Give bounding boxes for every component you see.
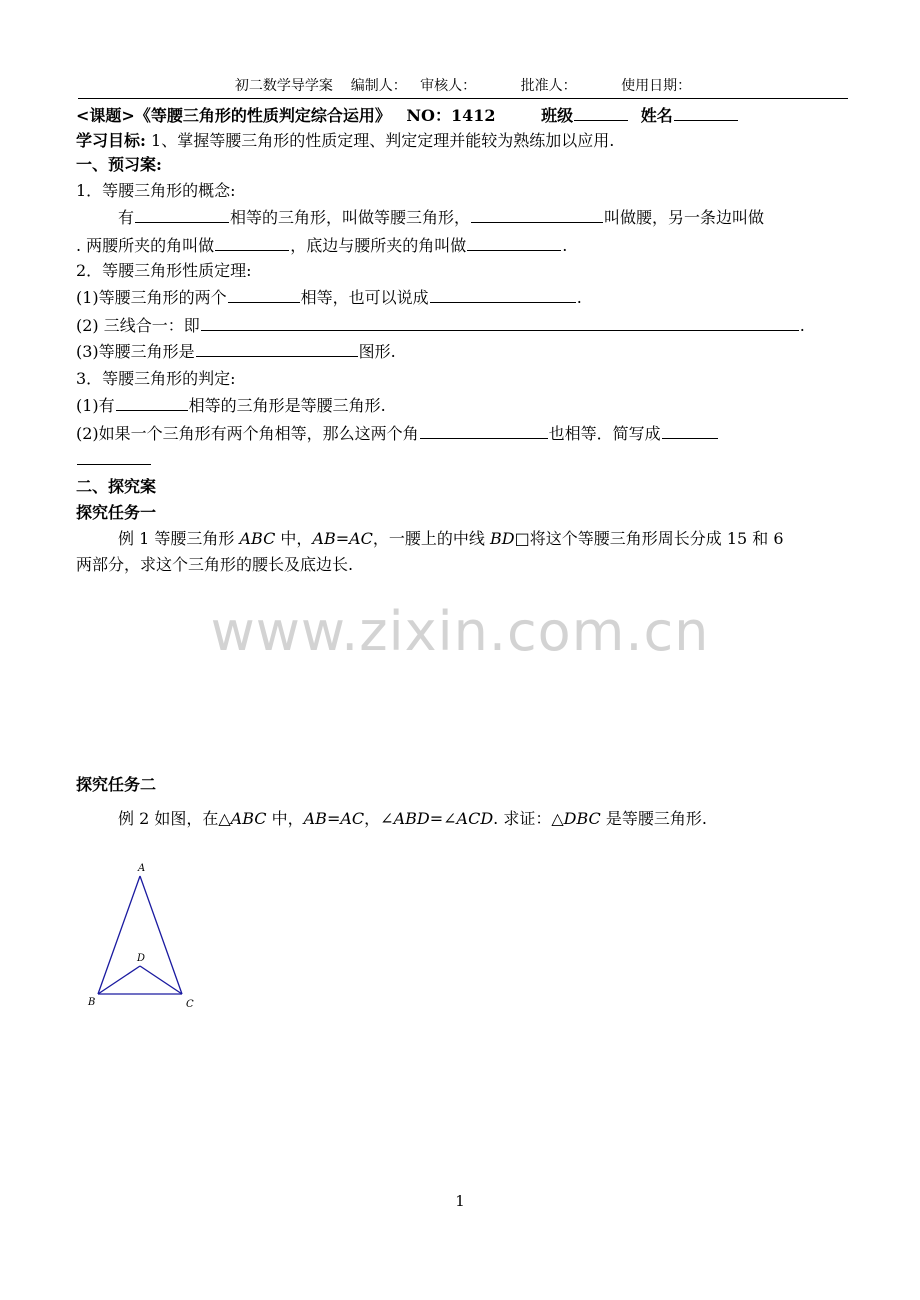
- edge-bd: [98, 966, 140, 994]
- q2-item1: [76, 286, 582, 309]
- q3-item2-continuation: [76, 448, 152, 471]
- label-b: B: [88, 997, 96, 1008]
- q3-1-text-a: (1)有: [76, 396, 115, 415]
- task2-heading: 探究任务二: [76, 775, 157, 794]
- q3-2-blank-2[interactable]: [662, 422, 718, 439]
- q3-1-blank[interactable]: [116, 394, 188, 411]
- q1-blank-3[interactable]: [215, 234, 289, 251]
- q1-text-b: 相等的三角形，叫做等腰三角形，: [230, 208, 471, 227]
- ex2-text-d: =∠: [429, 809, 457, 828]
- edge-ac: [140, 876, 182, 994]
- label-a: A: [138, 863, 146, 874]
- q2-2-blank[interactable]: [201, 314, 799, 331]
- q2-1-text-a: (1)等腰三角形的两个: [76, 288, 227, 307]
- page-header: 初二数学导学案 编制人： 审核人： 批准人： 使用日期：: [78, 76, 848, 99]
- q3-2-text-a: (2)如果一个三角形有两个角相等，那么这两个角: [76, 424, 419, 443]
- ex2-text-f: 是等腰三角形.: [600, 809, 707, 828]
- q2-1-blank-2[interactable]: [430, 286, 576, 303]
- page-number: 1: [455, 1192, 465, 1210]
- student-name-label: 姓名: [640, 106, 673, 125]
- q2-title: 2．等腰三角形性质定理:: [76, 261, 252, 280]
- task1-heading: 探究任务一: [76, 503, 157, 522]
- q1-line2: [76, 234, 567, 257]
- ex1-ab-eq-ac: AB=AC: [312, 529, 373, 548]
- edge-cd: [140, 966, 182, 994]
- q2-1-text-c: .: [576, 288, 582, 307]
- q3-item2: [76, 422, 719, 445]
- ex2-text-b: 中，: [266, 809, 304, 828]
- q3-2-blank-1[interactable]: [420, 422, 548, 439]
- lesson-title-line: [76, 104, 739, 127]
- ex1-abc: ABC: [239, 529, 276, 548]
- q2-3-blank[interactable]: [196, 340, 358, 357]
- q2-item3: [76, 340, 396, 363]
- q3-1-text-b: 相等的三角形是等腰三角形.: [188, 396, 386, 415]
- triangle-lines: [98, 876, 182, 994]
- q1-text-a: 有: [118, 208, 135, 227]
- ex2-text-a: 例 2 如图，在△: [118, 809, 231, 828]
- title-name: 《等腰三角形的性质判定综合运用》: [134, 106, 391, 125]
- q1-text-d: . 两腰所夹的角叫做: [76, 236, 215, 255]
- q3-item1: [76, 394, 386, 417]
- watermark: www.zixin.com.cn: [210, 600, 710, 663]
- label-c: C: [186, 999, 194, 1010]
- goal-text: 1、掌握等腰三角形的性质定理、判定定理并能较为熟练加以应用.: [151, 131, 615, 150]
- q1-blank-4[interactable]: [467, 234, 561, 251]
- q3-2-blank-3[interactable]: [77, 448, 151, 465]
- ex1-text-c: ，一腰上的中线: [372, 529, 491, 548]
- ex1-text-d: □将这个等腰三角形周长分成 15 和 6: [514, 529, 784, 548]
- goal-label: 学习目标:: [76, 131, 146, 150]
- lesson-number: NO：1412: [406, 106, 496, 125]
- class-label: 班级: [541, 106, 574, 125]
- triangle-figure: [84, 858, 204, 1014]
- learning-goal: [76, 130, 614, 152]
- ex2-abd: ABD: [393, 809, 430, 828]
- ex2-abc: ABC: [230, 809, 267, 828]
- q2-2-text-a: (2) 三线合一：即: [76, 316, 200, 335]
- q2-2-text-b: .: [799, 316, 805, 335]
- label-d: D: [137, 953, 146, 964]
- q2-3-text-b: 图形.: [358, 342, 396, 361]
- ex2-text-c: ，∠: [364, 809, 394, 828]
- q1-text-c: 叫做腰，另一条边叫做: [604, 208, 765, 227]
- q2-1-text-b: 相等，也可以说成: [300, 288, 429, 307]
- section1-heading: 一、预习案:: [76, 155, 162, 174]
- ex2-acd: ACD: [456, 809, 494, 828]
- student-name-blank[interactable]: [674, 104, 738, 121]
- q1-line1: [118, 206, 764, 229]
- example1-line1: [118, 528, 784, 550]
- q1-text-e: ，底边与腰所夹的角叫做: [290, 236, 467, 255]
- example1-line2: 两部分，求这个三角形的腰长及底边长.: [76, 555, 354, 574]
- example2-line: [118, 808, 707, 830]
- section2-heading: 二、探究案: [76, 477, 157, 496]
- ex2-dbc: DBC: [563, 809, 601, 828]
- q3-title: 3．等腰三角形的判定:: [76, 369, 236, 388]
- ex2-ab-eq-ac: AB=AC: [303, 809, 365, 828]
- q1-text-f: .: [562, 236, 568, 255]
- ex1-text-a: 例 1 等腰三角形: [118, 529, 240, 548]
- q2-item2: [76, 314, 805, 337]
- q1-blank-1[interactable]: [135, 206, 229, 223]
- q1-blank-2[interactable]: [471, 206, 603, 223]
- q1-title: 1．等腰三角形的概念:: [76, 181, 236, 200]
- ex2-text-e: . 求证：△: [493, 809, 564, 828]
- ex1-text-b: 中，: [275, 529, 313, 548]
- title-prefix: <课题>: [76, 106, 135, 125]
- q2-3-text-a: (3)等腰三角形是: [76, 342, 195, 361]
- class-blank[interactable]: [574, 104, 628, 121]
- q2-1-blank-1[interactable]: [228, 286, 300, 303]
- edge-ab: [98, 876, 140, 994]
- q3-2-text-b: 也相等．简写成: [548, 424, 661, 443]
- ex1-bd: BD: [490, 529, 515, 548]
